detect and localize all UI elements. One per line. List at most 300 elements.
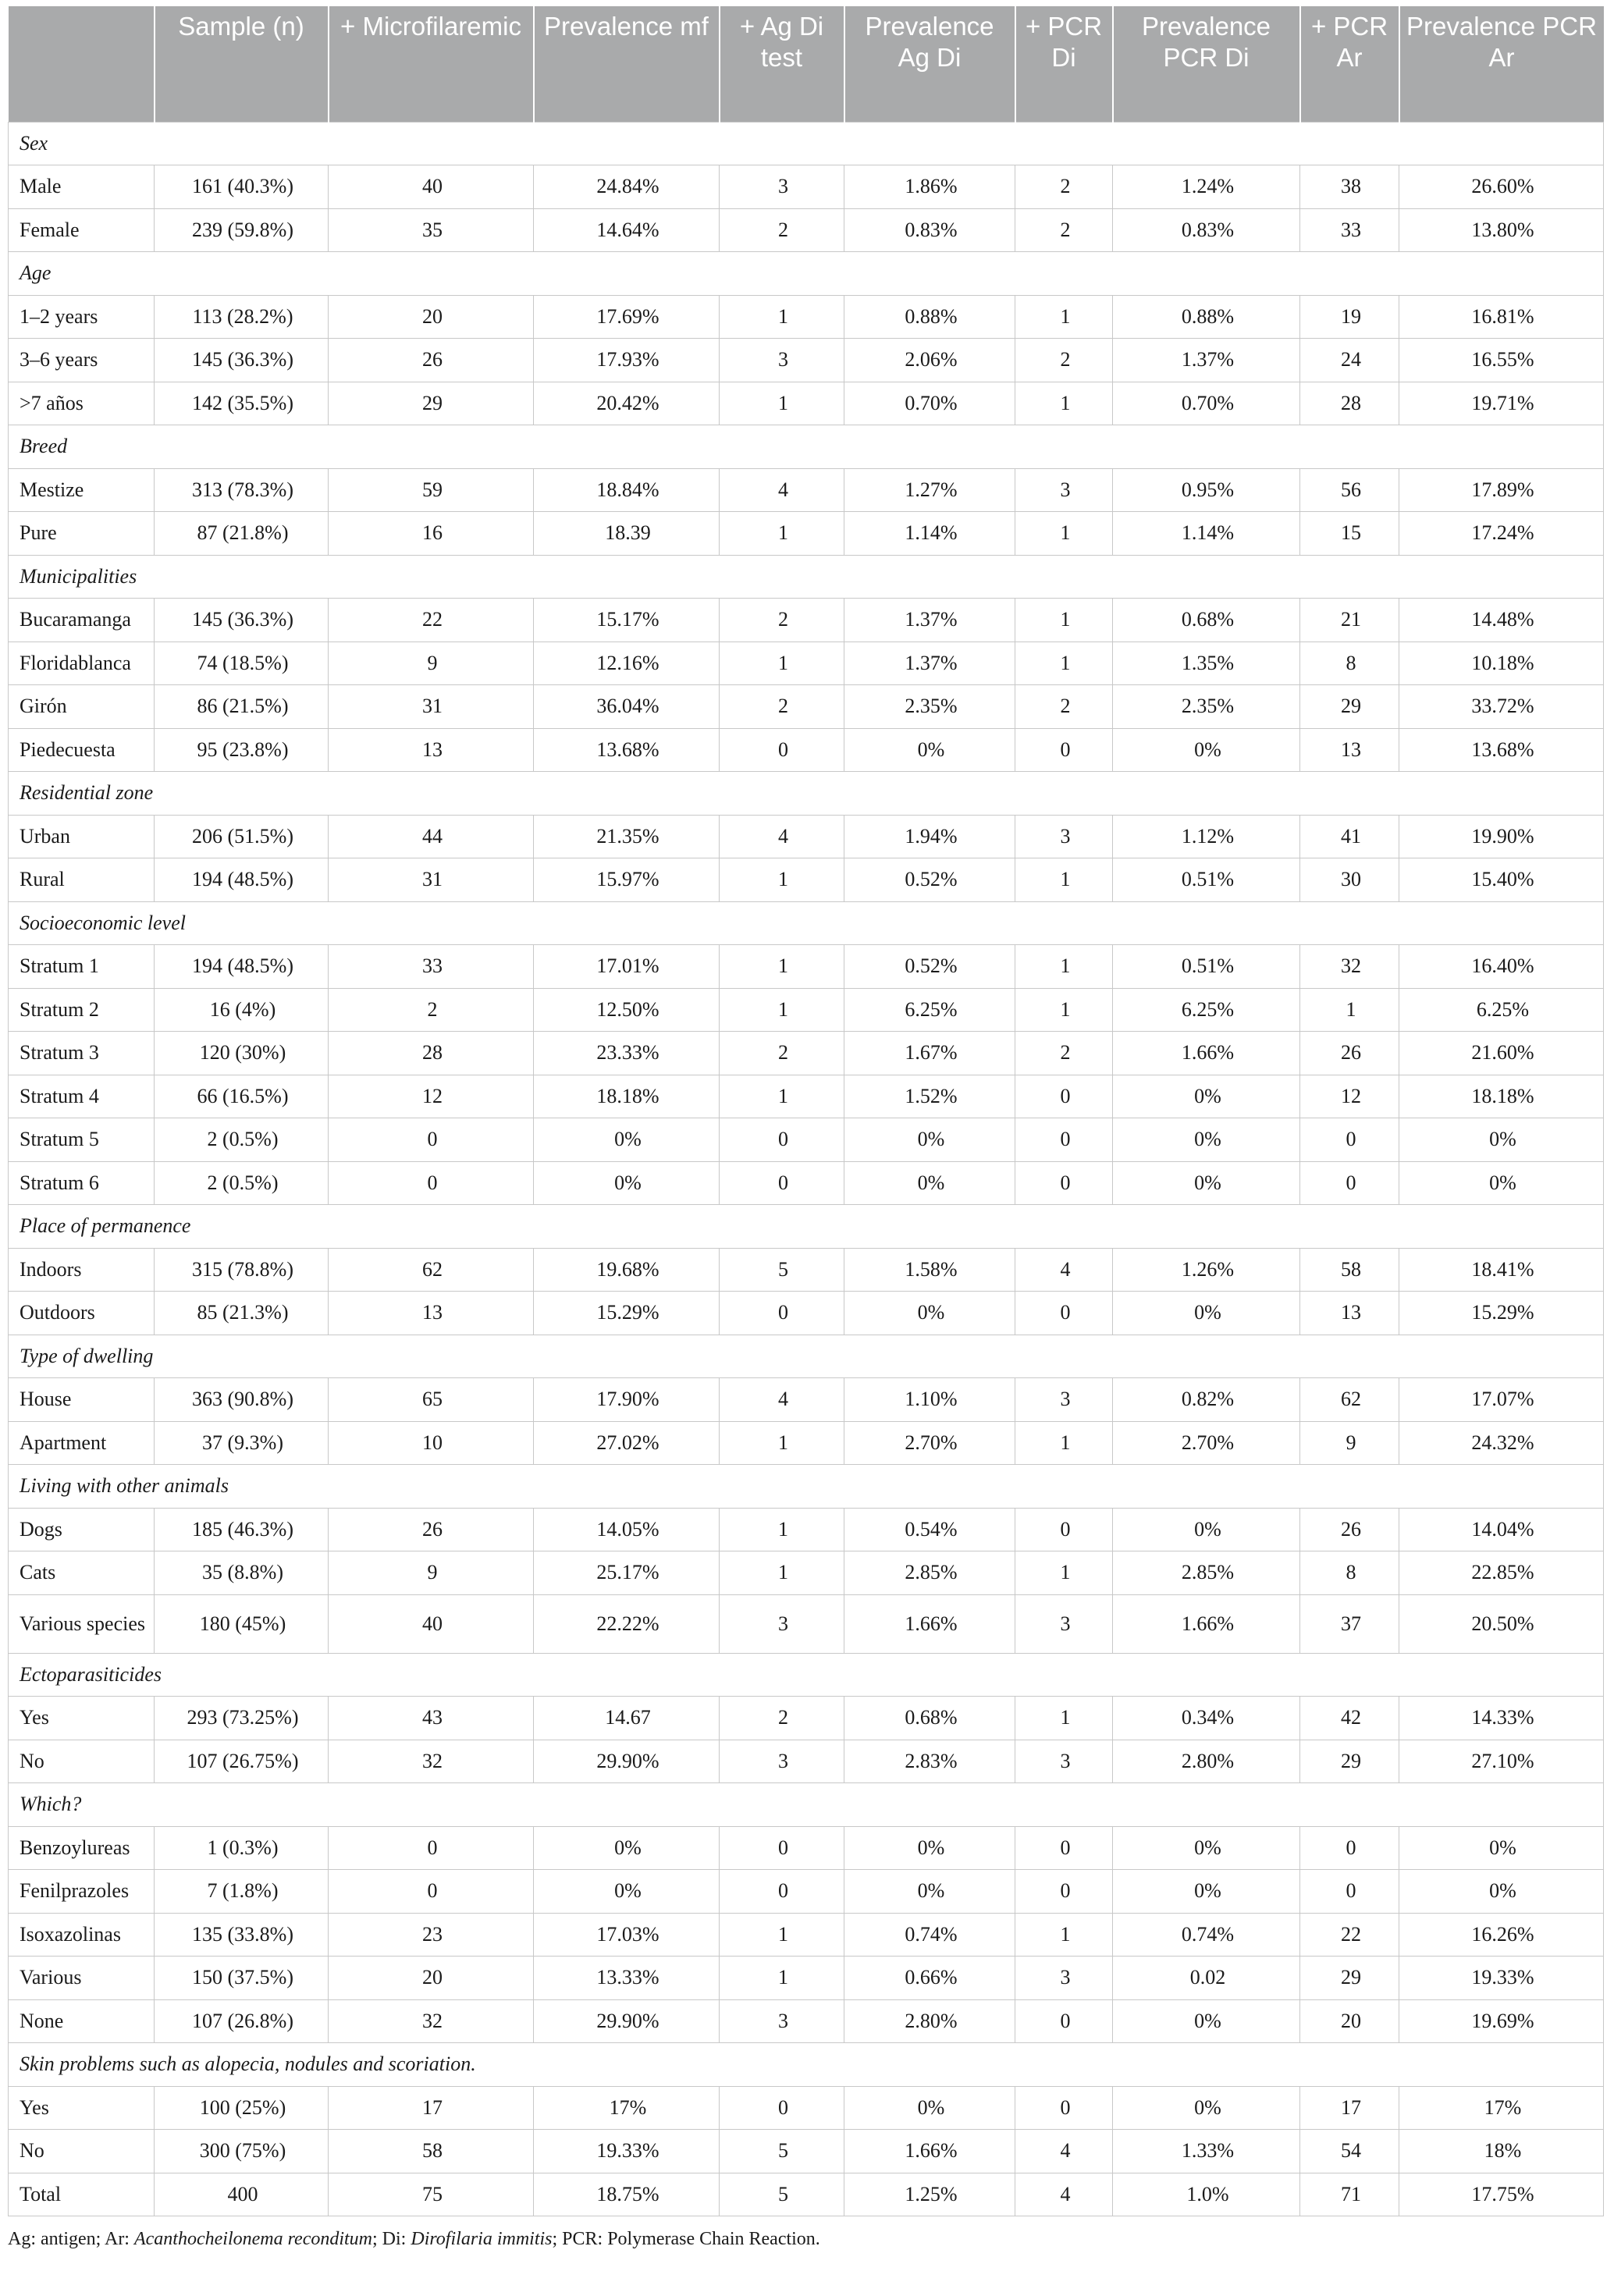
cell-microfilaremic-count: 10 <box>329 1421 534 1465</box>
table-row <box>9 468 1604 512</box>
cell-prevalence-pcr-di: 0.70% <box>1113 382 1300 425</box>
cell-prevalence-mf: 0% <box>534 1870 720 1914</box>
cell-microfilaremic-count: 26 <box>329 339 534 382</box>
cell-pcr-di-count: 0 <box>1015 2086 1113 2130</box>
cell-microfilaremic-count: 20 <box>329 295 534 339</box>
cell-prevalence-ag-di: 0.70% <box>844 382 1015 425</box>
cell-row-label: Floridablanca <box>9 642 155 685</box>
cell-prevalence-ag-di: 0.52% <box>844 945 1015 989</box>
cell-prevalence-pcr-ar: 13.68% <box>1399 728 1604 772</box>
cell-prevalence-pcr-di: 0.51% <box>1113 858 1300 902</box>
cell-microfilaremic-count: 44 <box>329 815 534 858</box>
cell-ag-di-count: 2 <box>720 1697 844 1740</box>
cell-microfilaremic-count: 35 <box>329 208 534 252</box>
category-label: Skin problems such as alopecia, nodules and scoriation. <box>9 2043 1604 2087</box>
cell-prevalence-pcr-ar: 10.18% <box>1399 642 1604 685</box>
cell-microfilaremic-count: 0 <box>329 1118 534 1162</box>
table-row <box>9 1697 1604 1740</box>
cell-row-label: Stratum 1 <box>9 945 155 989</box>
cell-sample-n: 1 (0.3%) <box>155 1826 329 1870</box>
cell-microfilaremic-count: 22 <box>329 599 534 642</box>
cell-row-label: Pure <box>9 512 155 556</box>
category-row <box>9 772 1604 816</box>
cell-prevalence-pcr-di: 0% <box>1113 1508 1300 1551</box>
cell-prevalence-ag-di: 0.52% <box>844 858 1015 902</box>
cell-prevalence-pcr-ar: 0% <box>1399 1118 1604 1162</box>
cell-sample-n: 185 (46.3%) <box>155 1508 329 1551</box>
cell-pcr-di-count: 4 <box>1015 2130 1113 2173</box>
cell-prevalence-mf: 15.97% <box>534 858 720 902</box>
cell-sample-n: 293 (73.25%) <box>155 1697 329 1740</box>
category-label: Which? <box>9 1783 1604 1827</box>
cell-pcr-di-count: 2 <box>1015 165 1113 209</box>
table-row <box>9 1248 1604 1292</box>
table-row <box>9 1551 1604 1595</box>
table-body <box>9 122 1604 2216</box>
header-cell-sample: Sample (n) <box>155 6 329 122</box>
cell-prevalence-pcr-ar: 15.29% <box>1399 1292 1604 1335</box>
cell-prevalence-pcr-di: 0% <box>1113 728 1300 772</box>
cell-pcr-ar-count: 32 <box>1300 945 1399 989</box>
cell-microfilaremic-count: 29 <box>329 382 534 425</box>
cell-prevalence-pcr-di: 0% <box>1113 1999 1300 2043</box>
cell-microfilaremic-count: 33 <box>329 945 534 989</box>
cell-ag-di-count: 0 <box>720 728 844 772</box>
cell-pcr-di-count: 3 <box>1015 1594 1113 1653</box>
cell-pcr-ar-count: 26 <box>1300 1032 1399 1075</box>
table-row <box>9 382 1604 425</box>
cell-pcr-di-count: 1 <box>1015 512 1113 556</box>
table-row <box>9 512 1604 556</box>
cell-prevalence-mf: 14.67 <box>534 1697 720 1740</box>
cell-row-label: 3–6 years <box>9 339 155 382</box>
cell-sample-n: 145 (36.3%) <box>155 599 329 642</box>
cell-microfilaremic-count: 23 <box>329 1913 534 1957</box>
total-cell-prevalence-ag-di: 1.25% <box>844 2173 1015 2216</box>
cell-prevalence-pcr-ar: 19.71% <box>1399 382 1604 425</box>
cell-ag-di-count: 1 <box>720 945 844 989</box>
cell-prevalence-pcr-ar: 24.32% <box>1399 1421 1604 1465</box>
cell-ag-di-count: 1 <box>720 1913 844 1957</box>
cell-ag-di-count: 1 <box>720 988 844 1032</box>
prevalence-table <box>8 6 1604 2216</box>
cell-prevalence-ag-di: 2.85% <box>844 1551 1015 1595</box>
cell-prevalence-ag-di: 1.27% <box>844 468 1015 512</box>
cell-microfilaremic-count: 31 <box>329 858 534 902</box>
cell-pcr-di-count: 0 <box>1015 1292 1113 1335</box>
total-cell-prevalence-pcr-di: 1.0% <box>1113 2173 1300 2216</box>
cell-pcr-ar-count: 29 <box>1300 1740 1399 1783</box>
cell-prevalence-pcr-di: 0% <box>1113 1118 1300 1162</box>
cell-prevalence-mf: 14.05% <box>534 1508 720 1551</box>
cell-prevalence-mf: 29.90% <box>534 1999 720 2043</box>
cell-prevalence-pcr-ar: 22.85% <box>1399 1551 1604 1595</box>
cell-prevalence-pcr-di: 0.95% <box>1113 468 1300 512</box>
cell-prevalence-ag-di: 1.86% <box>844 165 1015 209</box>
category-row <box>9 1335 1604 1378</box>
cell-microfilaremic-count: 16 <box>329 512 534 556</box>
cell-row-label: Piedecuesta <box>9 728 155 772</box>
cell-prevalence-ag-di: 0% <box>844 1292 1015 1335</box>
cell-prevalence-mf: 13.33% <box>534 1957 720 2000</box>
cell-prevalence-mf: 0% <box>534 1161 720 1205</box>
total-cell-pcr-di-count: 4 <box>1015 2173 1113 2216</box>
total-cell-microfilaremic-count: 75 <box>329 2173 534 2216</box>
cell-microfilaremic-count: 59 <box>329 468 534 512</box>
table-row <box>9 945 1604 989</box>
cell-prevalence-ag-di: 0.83% <box>844 208 1015 252</box>
cell-microfilaremic-count: 12 <box>329 1075 534 1118</box>
table-row <box>9 599 1604 642</box>
cell-pcr-ar-count: 37 <box>1300 1594 1399 1653</box>
cell-row-label: Rural <box>9 858 155 902</box>
cell-pcr-ar-count: 15 <box>1300 512 1399 556</box>
cell-ag-di-count: 1 <box>720 1957 844 2000</box>
table-row <box>9 339 1604 382</box>
cell-microfilaremic-count: 32 <box>329 1999 534 2043</box>
cell-sample-n: 16 (4%) <box>155 988 329 1032</box>
cell-prevalence-pcr-di: 0% <box>1113 1292 1300 1335</box>
total-cell-prevalence-mf: 18.75% <box>534 2173 720 2216</box>
cell-pcr-di-count: 1 <box>1015 1913 1113 1957</box>
cell-prevalence-ag-di: 1.37% <box>844 599 1015 642</box>
cell-prevalence-mf: 25.17% <box>534 1551 720 1595</box>
category-label: Ectoparasiticides <box>9 1653 1604 1697</box>
cell-prevalence-pcr-ar: 17.07% <box>1399 1378 1604 1422</box>
cell-prevalence-pcr-ar: 16.40% <box>1399 945 1604 989</box>
cell-ag-di-count: 1 <box>720 1551 844 1595</box>
table-row <box>9 728 1604 772</box>
cell-pcr-di-count: 1 <box>1015 1697 1113 1740</box>
cell-microfilaremic-count: 32 <box>329 1740 534 1783</box>
cell-sample-n: 135 (33.8%) <box>155 1913 329 1957</box>
cell-prevalence-pcr-di: 1.12% <box>1113 815 1300 858</box>
cell-prevalence-ag-di: 1.94% <box>844 815 1015 858</box>
category-row <box>9 901 1604 945</box>
cell-sample-n: 35 (8.8%) <box>155 1551 329 1595</box>
cell-sample-n: 107 (26.8%) <box>155 1999 329 2043</box>
cell-microfilaremic-count: 2 <box>329 988 534 1032</box>
cell-row-label: Dogs <box>9 1508 155 1551</box>
cell-prevalence-mf: 17% <box>534 2086 720 2130</box>
cell-prevalence-ag-di: 0.74% <box>844 1913 1015 1957</box>
cell-ag-di-count: 0 <box>720 2086 844 2130</box>
cell-prevalence-pcr-di: 1.66% <box>1113 1032 1300 1075</box>
cell-pcr-di-count: 0 <box>1015 1075 1113 1118</box>
cell-prevalence-pcr-di: 6.25% <box>1113 988 1300 1032</box>
cell-sample-n: 315 (78.8%) <box>155 1248 329 1292</box>
total-cell-row-label: Total <box>9 2173 155 2216</box>
table-row <box>9 642 1604 685</box>
cell-pcr-di-count: 1 <box>1015 295 1113 339</box>
total-cell-ag-di-count: 5 <box>720 2173 844 2216</box>
cell-pcr-ar-count: 19 <box>1300 295 1399 339</box>
table-row <box>9 1957 1604 2000</box>
cell-pcr-di-count: 3 <box>1015 1740 1113 1783</box>
cell-row-label: No <box>9 1740 155 1783</box>
cell-prevalence-pcr-ar: 18.18% <box>1399 1075 1604 1118</box>
cell-prevalence-ag-di: 1.10% <box>844 1378 1015 1422</box>
cell-prevalence-ag-di: 1.37% <box>844 642 1015 685</box>
cell-prevalence-ag-di: 0% <box>844 1826 1015 1870</box>
cell-prevalence-ag-di: 1.67% <box>844 1032 1015 1075</box>
cell-row-label: 1–2 years <box>9 295 155 339</box>
cell-prevalence-pcr-di: 0.51% <box>1113 945 1300 989</box>
cell-prevalence-ag-di: 1.66% <box>844 1594 1015 1653</box>
category-row <box>9 555 1604 599</box>
cell-prevalence-ag-di: 6.25% <box>844 988 1015 1032</box>
table-row <box>9 165 1604 209</box>
cell-prevalence-pcr-ar: 0% <box>1399 1826 1604 1870</box>
category-row <box>9 1205 1604 1249</box>
header-row <box>9 6 1604 122</box>
cell-prevalence-pcr-di: 0.88% <box>1113 295 1300 339</box>
cell-ag-di-count: 0 <box>720 1161 844 1205</box>
cell-prevalence-pcr-ar: 21.60% <box>1399 1032 1604 1075</box>
cell-ag-di-count: 2 <box>720 208 844 252</box>
cell-pcr-ar-count: 12 <box>1300 1075 1399 1118</box>
category-row <box>9 1653 1604 1697</box>
cell-row-label: Yes <box>9 1697 155 1740</box>
cell-prevalence-pcr-ar: 18.41% <box>1399 1248 1604 1292</box>
cell-ag-di-count: 3 <box>720 1594 844 1653</box>
cell-prevalence-ag-di: 1.66% <box>844 2130 1015 2173</box>
cell-prevalence-mf: 18.84% <box>534 468 720 512</box>
cell-sample-n: 194 (48.5%) <box>155 858 329 902</box>
cell-prevalence-pcr-ar: 17% <box>1399 2086 1604 2130</box>
cell-pcr-ar-count: 29 <box>1300 1957 1399 2000</box>
cell-pcr-ar-count: 13 <box>1300 1292 1399 1335</box>
cell-prevalence-pcr-ar: 6.25% <box>1399 988 1604 1032</box>
cell-prevalence-pcr-ar: 14.48% <box>1399 599 1604 642</box>
footnote-text-3: ; PCR: Polymerase Chain Reaction. <box>552 2229 820 2249</box>
header-cell-label <box>9 6 155 122</box>
table-row <box>9 1594 1604 1653</box>
header-cell-ag-di-test: + Ag Di test <box>720 6 844 122</box>
cell-microfilaremic-count: 58 <box>329 2130 534 2173</box>
cell-pcr-ar-count: 24 <box>1300 339 1399 382</box>
cell-pcr-di-count: 0 <box>1015 1508 1113 1551</box>
cell-prevalence-mf: 12.16% <box>534 642 720 685</box>
cell-prevalence-mf: 14.64% <box>534 208 720 252</box>
table-row <box>9 295 1604 339</box>
cell-sample-n: 87 (21.8%) <box>155 512 329 556</box>
cell-row-label: Various species <box>9 1594 155 1653</box>
cell-sample-n: 206 (51.5%) <box>155 815 329 858</box>
footnote-text-1: Ag: antigen; Ar: <box>8 2229 134 2249</box>
cell-sample-n: 2 (0.5%) <box>155 1161 329 1205</box>
cell-sample-n: 107 (26.75%) <box>155 1740 329 1783</box>
cell-ag-di-count: 5 <box>720 2130 844 2173</box>
cell-prevalence-ag-di: 0% <box>844 2086 1015 2130</box>
cell-prevalence-pcr-di: 2.85% <box>1113 1551 1300 1595</box>
cell-sample-n: 7 (1.8%) <box>155 1870 329 1914</box>
cell-prevalence-pcr-ar: 14.04% <box>1399 1508 1604 1551</box>
cell-row-label: Female <box>9 208 155 252</box>
category-row <box>9 1465 1604 1509</box>
cell-pcr-di-count: 1 <box>1015 642 1113 685</box>
category-label: Residential zone <box>9 772 1604 816</box>
cell-pcr-di-count: 4 <box>1015 1248 1113 1292</box>
cell-prevalence-ag-di: 2.80% <box>844 1999 1015 2043</box>
cell-prevalence-pcr-ar: 13.80% <box>1399 208 1604 252</box>
cell-ag-di-count: 1 <box>720 642 844 685</box>
cell-pcr-di-count: 3 <box>1015 815 1113 858</box>
cell-prevalence-pcr-ar: 14.33% <box>1399 1697 1604 1740</box>
cell-prevalence-pcr-di: 1.35% <box>1113 642 1300 685</box>
table-row <box>9 1913 1604 1957</box>
cell-ag-di-count: 0 <box>720 1118 844 1162</box>
cell-prevalence-ag-di: 2.70% <box>844 1421 1015 1465</box>
cell-sample-n: 95 (23.8%) <box>155 728 329 772</box>
cell-row-label: Benzoylureas <box>9 1826 155 1870</box>
cell-row-label: None <box>9 1999 155 2043</box>
total-cell-prevalence-pcr-ar: 17.75% <box>1399 2173 1604 2216</box>
cell-prevalence-pcr-ar: 19.33% <box>1399 1957 1604 2000</box>
cell-sample-n: 194 (48.5%) <box>155 945 329 989</box>
cell-pcr-ar-count: 62 <box>1300 1378 1399 1422</box>
cell-pcr-di-count: 0 <box>1015 728 1113 772</box>
footnote-di-species: Dirofilaria immitis <box>411 2229 553 2249</box>
table-row <box>9 208 1604 252</box>
cell-pcr-di-count: 1 <box>1015 945 1113 989</box>
cell-prevalence-pcr-di: 1.66% <box>1113 1594 1300 1653</box>
cell-pcr-di-count: 1 <box>1015 599 1113 642</box>
cell-microfilaremic-count: 0 <box>329 1161 534 1205</box>
cell-row-label: Girón <box>9 685 155 729</box>
cell-microfilaremic-count: 13 <box>329 1292 534 1335</box>
cell-ag-di-count: 3 <box>720 1999 844 2043</box>
table-row <box>9 1161 1604 1205</box>
cell-sample-n: 363 (90.8%) <box>155 1378 329 1422</box>
cell-pcr-ar-count: 56 <box>1300 468 1399 512</box>
cell-prevalence-ag-di: 0% <box>844 1161 1015 1205</box>
header-cell-prevalence-ag-di: Prevalence Ag Di <box>844 6 1015 122</box>
cell-prevalence-mf: 23.33% <box>534 1032 720 1075</box>
cell-prevalence-ag-di: 0% <box>844 1118 1015 1162</box>
cell-microfilaremic-count: 62 <box>329 1248 534 1292</box>
cell-prevalence-ag-di: 1.52% <box>844 1075 1015 1118</box>
cell-prevalence-pcr-ar: 16.26% <box>1399 1913 1604 1957</box>
category-label: Breed <box>9 425 1604 469</box>
cell-ag-di-count: 0 <box>720 1870 844 1914</box>
table-row <box>9 1118 1604 1162</box>
cell-pcr-di-count: 0 <box>1015 1161 1113 1205</box>
cell-microfilaremic-count: 17 <box>329 2086 534 2130</box>
cell-row-label: Stratum 5 <box>9 1118 155 1162</box>
category-row <box>9 425 1604 469</box>
table-row <box>9 1421 1604 1465</box>
table-row <box>9 1826 1604 1870</box>
cell-row-label: Stratum 6 <box>9 1161 155 1205</box>
cell-prevalence-pcr-ar: 0% <box>1399 1161 1604 1205</box>
cell-prevalence-mf: 22.22% <box>534 1594 720 1653</box>
category-row <box>9 2043 1604 2087</box>
table-row <box>9 2086 1604 2130</box>
cell-ag-di-count: 4 <box>720 815 844 858</box>
category-row <box>9 252 1604 296</box>
cell-pcr-di-count: 3 <box>1015 1378 1113 1422</box>
cell-microfilaremic-count: 40 <box>329 165 534 209</box>
cell-row-label: Male <box>9 165 155 209</box>
header-cell-pcr-di: + PCR Di <box>1015 6 1113 122</box>
cell-row-label: Bucaramanga <box>9 599 155 642</box>
header-cell-prevalence-pcr-di: Prevalence PCR Di <box>1113 6 1300 122</box>
cell-ag-di-count: 3 <box>720 165 844 209</box>
cell-row-label: No <box>9 2130 155 2173</box>
table-row <box>9 1508 1604 1551</box>
cell-prevalence-ag-di: 1.14% <box>844 512 1015 556</box>
category-row <box>9 1783 1604 1827</box>
cell-prevalence-pcr-di: 2.70% <box>1113 1421 1300 1465</box>
category-label: Place of permanence <box>9 1205 1604 1249</box>
cell-prevalence-mf: 13.68% <box>534 728 720 772</box>
cell-row-label: >7 años <box>9 382 155 425</box>
cell-prevalence-pcr-di: 0.83% <box>1113 208 1300 252</box>
cell-pcr-ar-count: 1 <box>1300 988 1399 1032</box>
cell-prevalence-pcr-ar: 27.10% <box>1399 1740 1604 1783</box>
cell-row-label: Cats <box>9 1551 155 1595</box>
cell-row-label: Stratum 2 <box>9 988 155 1032</box>
cell-sample-n: 313 (78.3%) <box>155 468 329 512</box>
cell-microfilaremic-count: 40 <box>329 1594 534 1653</box>
cell-prevalence-ag-di: 0% <box>844 1870 1015 1914</box>
cell-sample-n: 142 (35.5%) <box>155 382 329 425</box>
cell-microfilaremic-count: 9 <box>329 1551 534 1595</box>
cell-prevalence-pcr-ar: 26.60% <box>1399 165 1604 209</box>
cell-prevalence-pcr-ar: 18% <box>1399 2130 1604 2173</box>
cell-prevalence-pcr-di: 0% <box>1113 1161 1300 1205</box>
cell-pcr-di-count: 0 <box>1015 1870 1113 1914</box>
table-container <box>8 6 1603 2251</box>
cell-prevalence-pcr-di: 0.34% <box>1113 1697 1300 1740</box>
cell-row-label: Various <box>9 1957 155 2000</box>
cell-sample-n: 161 (40.3%) <box>155 165 329 209</box>
cell-microfilaremic-count: 26 <box>329 1508 534 1551</box>
cell-pcr-ar-count: 17 <box>1300 2086 1399 2130</box>
cell-microfilaremic-count: 31 <box>329 685 534 729</box>
cell-prevalence-ag-di: 2.35% <box>844 685 1015 729</box>
cell-row-label: Apartment <box>9 1421 155 1465</box>
cell-ag-di-count: 3 <box>720 339 844 382</box>
cell-prevalence-pcr-ar: 17.24% <box>1399 512 1604 556</box>
table-footnote <box>8 2227 1603 2251</box>
cell-pcr-ar-count: 20 <box>1300 1999 1399 2043</box>
table-row <box>9 1378 1604 1422</box>
cell-row-label: House <box>9 1378 155 1422</box>
cell-ag-di-count: 2 <box>720 1032 844 1075</box>
cell-row-label: Fenilprazoles <box>9 1870 155 1914</box>
category-label: Living with other animals <box>9 1465 1604 1509</box>
cell-pcr-di-count: 2 <box>1015 208 1113 252</box>
cell-pcr-di-count: 1 <box>1015 1551 1113 1595</box>
cell-prevalence-mf: 19.68% <box>534 1248 720 1292</box>
cell-microfilaremic-count: 28 <box>329 1032 534 1075</box>
cell-prevalence-mf: 24.84% <box>534 165 720 209</box>
cell-prevalence-mf: 17.01% <box>534 945 720 989</box>
table-row <box>9 2130 1604 2173</box>
cell-prevalence-pcr-di: 0% <box>1113 1826 1300 1870</box>
cell-prevalence-mf: 21.35% <box>534 815 720 858</box>
cell-row-label: Stratum 3 <box>9 1032 155 1075</box>
cell-pcr-ar-count: 22 <box>1300 1913 1399 1957</box>
cell-prevalence-pcr-di: 1.24% <box>1113 165 1300 209</box>
cell-pcr-ar-count: 8 <box>1300 1551 1399 1595</box>
category-label: Municipalities <box>9 555 1604 599</box>
cell-ag-di-count: 1 <box>720 1075 844 1118</box>
cell-prevalence-mf: 17.03% <box>534 1913 720 1957</box>
table-row <box>9 1032 1604 1075</box>
